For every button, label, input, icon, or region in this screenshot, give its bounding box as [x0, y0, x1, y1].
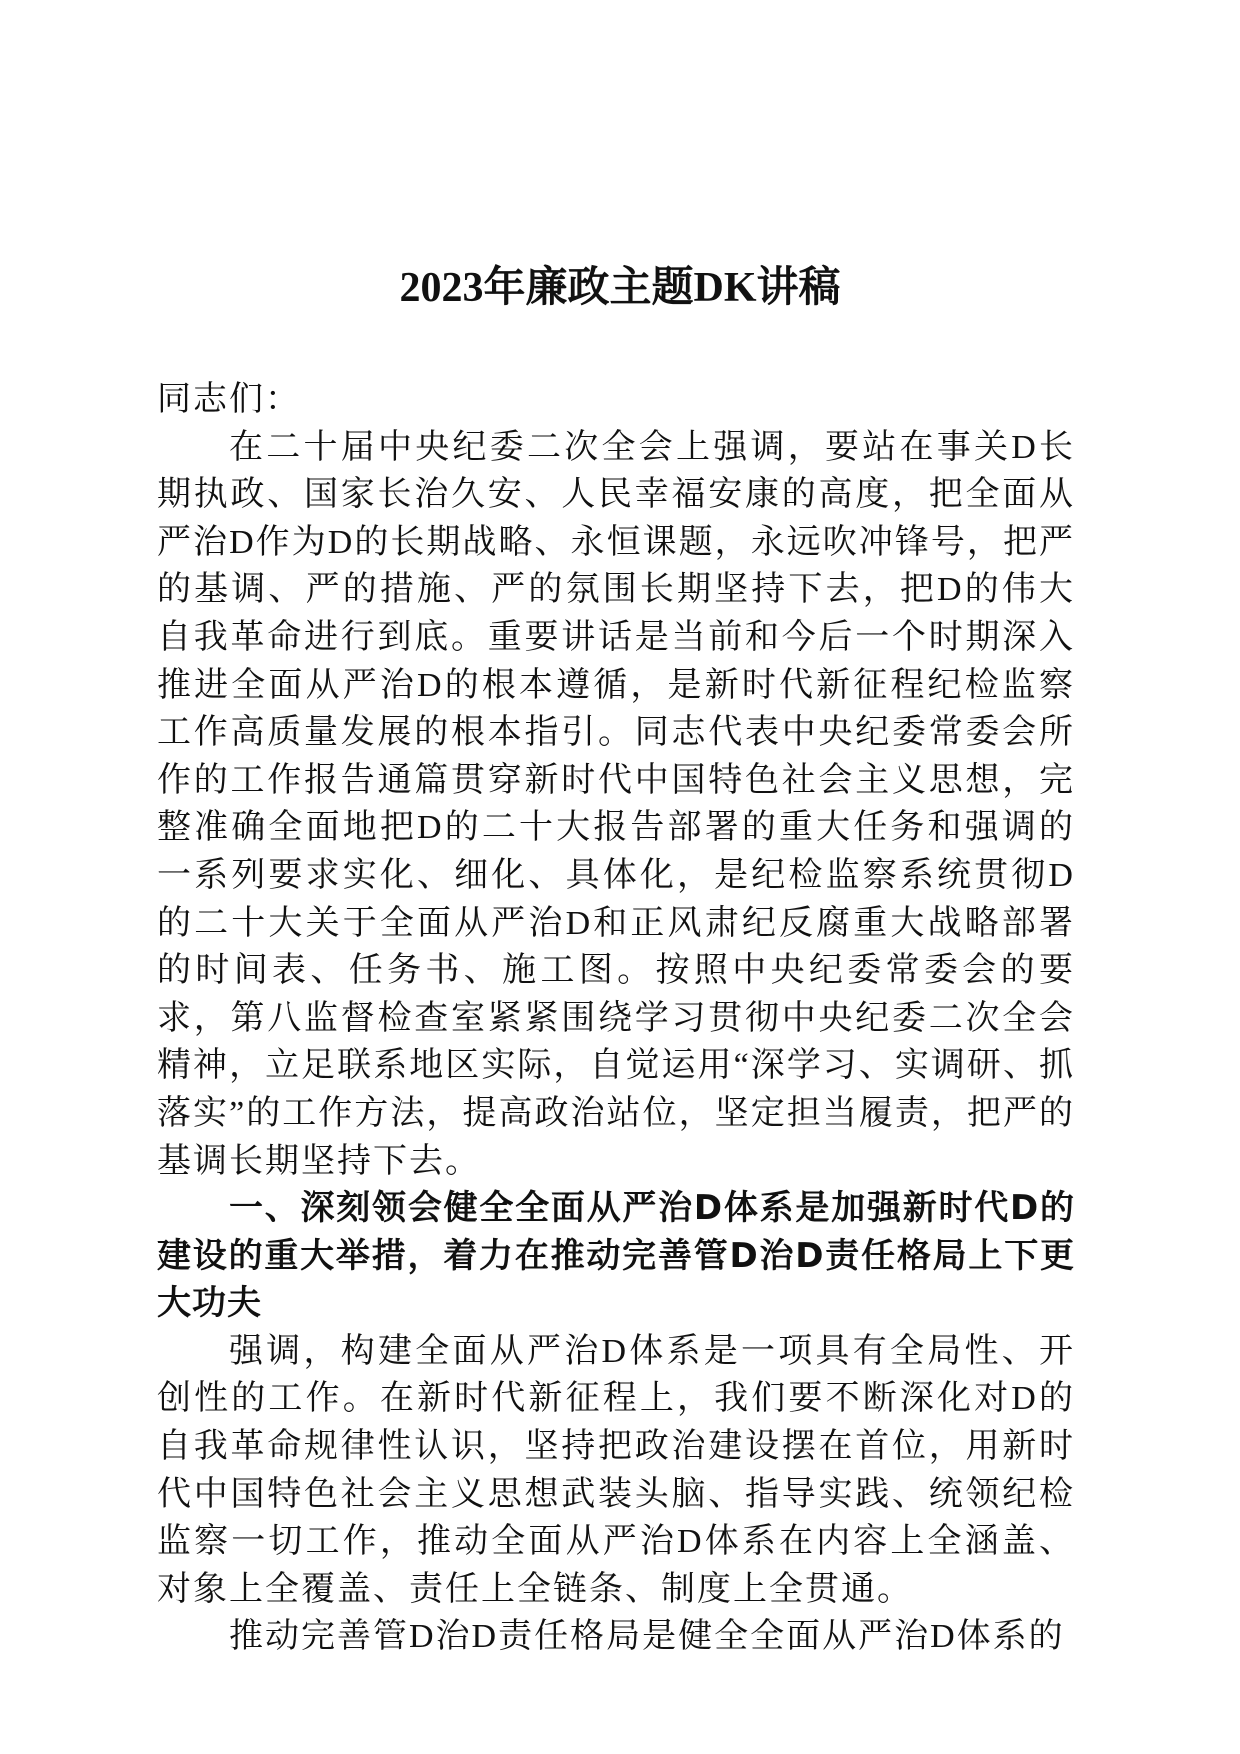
document-body [157, 376, 1075, 1661]
document-title: 2023年廉政主题DK讲稿 [399, 265, 841, 311]
section-heading-1: 一、深刻领会健全全面从严治D体系是加强新时代D的建设的重大举措，着力在推动完善管D治D责任格局上下更大功夫 [157, 1188, 1075, 1324]
body-paragraph-2: 强调，构建全面从严治D体系是一项具有全局性、开创性的工作。在新时代新征程上，我们要不断深化对D的自我革命规律性认识，坚持把政治建设摆在首位，用新时代中国特色社会主义思想武装头脑、指导实践、统领纪检监察一切工作，推动全面从严治D体系在内容上全涵盖、对象上全覆盖、责任上全链条、制度上全贯通。 [157, 1332, 1075, 1608]
body-paragraph-1: 在二十届中央纪委二次全会上强调，要站在事关D长期执政、国家长治久安、人民幸福安康的高度，把全面从严治D作为D的长期战略、永恒课题，永远吹冲锋号，把严的基调、严的措施、严的氛围长期坚持下去，把D的伟大自我革命进行到底。重要讲话是当前和今后一个时期深入推进全面从严治D的根本遵循，是新时代新征程纪检监察工作高质量发展的根本指引。同志代表中央纪委常委会所作的工作报告通篇贯穿新时代中国特色社会主义思想，完整准确全面地把D的二十大报告部署的重大任务和强调的一系列要求实化、细化、具体化，是纪检监察系统贯彻D的二十大关于全面从严治D和正风肃纪反腐重大战略部署的时间表、任务书、施工图。按照中央纪委常委会的要求，第八监督检查室紧紧围绕学习贯彻中央纪委二次全会精神，立足联系地区实际，自觉运用“深学习、实调研、抓落实”的工作方法，提高政治站位，坚定担当履责，把严的基调长期坚持下去。 [157, 428, 1075, 1180]
salutation: 同志们： [157, 381, 301, 418]
body-paragraph-3: 推动完善管D治D责任格局是健全全面从严治D体系的 [229, 1618, 1065, 1656]
